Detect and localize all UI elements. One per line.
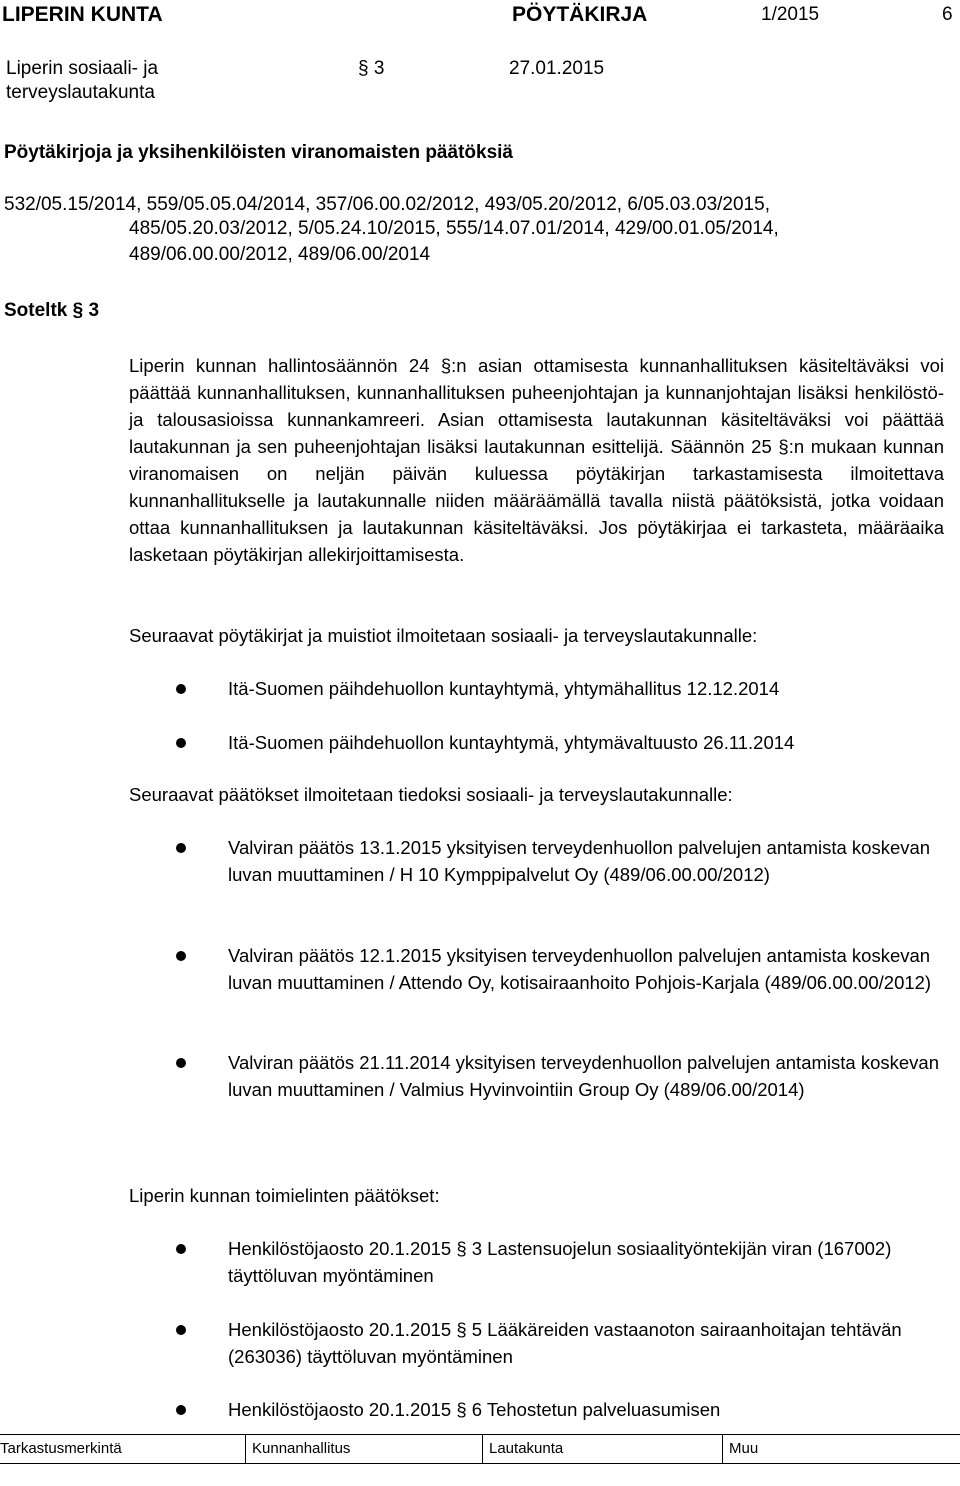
bullet-icon: [176, 1244, 186, 1254]
official-decision-item: Henkilöstöjaosto 20.1.2015 § 5 Lääkäreiden vastaanoton sairaanhoitajan tehtävän (263036) täyttöluvan myöntäminen: [228, 1319, 902, 1367]
footer-table: [0, 1434, 960, 1464]
case-numbers-line1: 532/05.15/2014, 559/05.05.04/2014, 357/06.00.02/2012, 493/05.20/2012, 6/05.03.03/2015,: [4, 194, 770, 215]
case-numbers-line2: 485/05.20.03/2012, 5/05.24.10/2015, 555/14.07.01/2014, 429/00.01.05/2014,: [129, 218, 779, 239]
section-label: Soteltk § 3: [4, 300, 100, 321]
bullet-icon: [176, 843, 186, 853]
officials-heading: Liperin kunnan toimielinten päätökset:: [129, 1185, 440, 1206]
meeting-date: 27.01.2015: [509, 58, 605, 79]
bullet-icon: [176, 738, 186, 748]
bullet-icon: [176, 684, 186, 694]
footer-committee-label: Lautakunta: [482, 1435, 722, 1463]
bullet-icon: [176, 1405, 186, 1415]
footer-inspection-label: Tarkastusmerkintä: [0, 1440, 122, 1457]
minutes-heading: Seuraavat pöytäkirjat ja muistiot ilmoitetaan sosiaali- ja terveyslautakunnalle:: [129, 625, 758, 646]
committee-name-line1: Liperin sosiaali- ja: [6, 58, 159, 79]
minutes-item: Itä-Suomen päihdehuollon kuntayhtymä, yhtymähallitus 12.12.2014: [228, 678, 780, 699]
footer-board-label: Kunnanhallitus: [245, 1435, 482, 1463]
case-numbers-line3: 489/06.00.00/2012, 489/06.00/2014: [129, 244, 431, 265]
footer-other-label: Muu: [722, 1435, 960, 1463]
bullet-icon: [176, 1058, 186, 1068]
official-decision-item: Henkilöstöjaosto 20.1.2015 § 3 Lastensuojelun sosiaalityöntekijän viran (167002) täyttöluvan myöntäminen: [228, 1238, 892, 1286]
decision-item: Valviran päätös 13.1.2015 yksityisen terveydenhuollon palvelujen antamista koskevan luvan muuttaminen / H 10 Kymppipalvelut Oy (489/06.00.00/2012): [228, 837, 931, 885]
decisions-heading: Seuraavat päätökset ilmoitetaan tiedoksi sosiaali- ja terveyslautakunnalle:: [129, 784, 733, 805]
org-name: LIPERIN KUNTA: [2, 3, 163, 26]
intro-paragraph: Liperin kunnan hallintosäännön 24 §:n asian ottamisesta kunnanhallituksen käsiteltäväksi voi päättää kunnanhallituksen, kunnanhallituksen puheenjohtajan ja kunnanjohtajan lisäksi henkilöstö- ja talousasioissa kunnankamreeri. Asian ottamisesta lautakunnan käsiteltäväksi voi päättää lautakunnan ja sen puheenjohtajan lisäksi lautakunnan esittelijä. Säännön 25 §:n mukaan kunnan viranomaisen on neljän päivän kuluessa pöytäkirjan tarkastamisesta ilmoitettava kunnanhallitukselle ja lautakunnalle niiden määräämällä tavalla niistä päätöksistä, jotka voidaan ottaa kunnanhallituksen ja lautakunnan käsiteltäväksi. Jos pöytäkirjaa ei tarkasteta, määräaika lasketaan pöytäkirjan allekirjoittamisesta.: [129, 355, 944, 565]
decision-item: Valviran päätös 21.11.2014 yksityisen terveydenhuollon palvelujen antamista koskevan luvan muuttaminen / Valmius Hyvinvointiin Group Oy (489/06.00/2014): [228, 1052, 939, 1100]
minutes-item: Itä-Suomen päihdehuollon kuntayhtymä, yhtymävaltuusto 26.11.2014: [228, 732, 795, 753]
page-number: 6: [942, 4, 953, 25]
page-title: Pöytäkirjoja ja yksihenkilöisten viranomaisten päätöksiä: [4, 142, 513, 163]
committee-name-line2: terveyslautakunta: [6, 82, 155, 103]
section-number: § 3: [358, 58, 385, 79]
doc-type: PÖYTÄKIRJA: [512, 3, 648, 26]
doc-number: 1/2015: [761, 4, 820, 25]
decision-item: Valviran päätös 12.1.2015 yksityisen terveydenhuollon palvelujen antamista koskevan luvan muuttaminen / Attendo Oy, kotisairaanhoito Pohjois-Karjala (489/06.00.00/2012): [228, 945, 932, 993]
bullet-icon: [176, 1325, 186, 1335]
bullet-icon: [176, 951, 186, 961]
official-decision-item: Henkilöstöjaosto 20.1.2015 § 6 Tehostetun palveluasumisen: [228, 1399, 721, 1420]
